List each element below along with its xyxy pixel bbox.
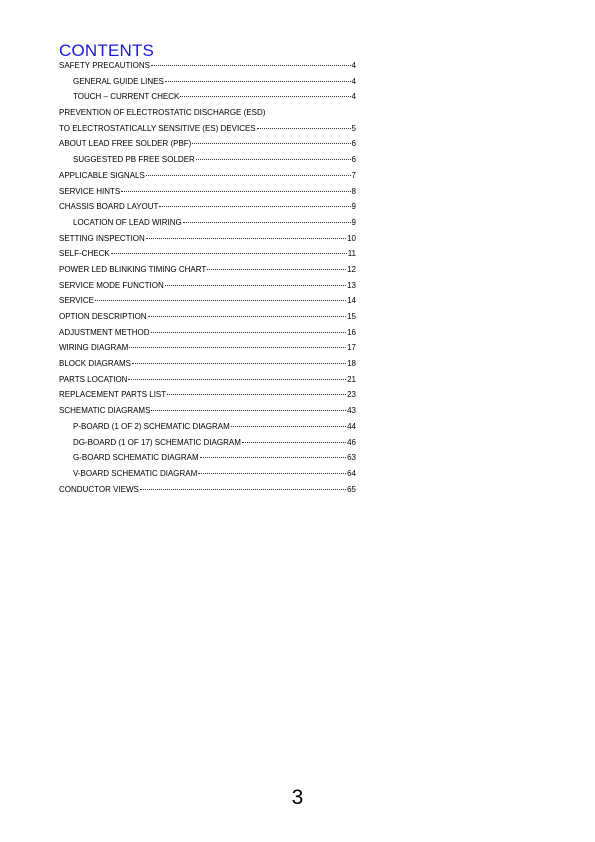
- toc-entry[interactable]: [59, 215, 356, 231]
- dot-leader: [129, 347, 346, 348]
- dot-leader: [140, 489, 346, 490]
- toc-entry-page: 10: [347, 233, 356, 243]
- table-of-contents: [59, 58, 356, 497]
- toc-entry-label: DG-BOARD (1 OF 17) SCHEMATIC DIAGRAM: [73, 437, 241, 447]
- toc-entry-label: PARTS LOCATION: [59, 374, 128, 384]
- dot-leader: [159, 206, 350, 207]
- toc-entry[interactable]: [59, 278, 356, 294]
- toc-entry-page: 9: [351, 217, 356, 227]
- toc-entry-label: CHASSIS BOARD LAYOUT: [59, 202, 159, 212]
- toc-entry[interactable]: [59, 89, 356, 105]
- dot-leader: [167, 394, 346, 395]
- toc-entry-page: 4: [351, 92, 356, 102]
- toc-entry-page: 65: [347, 484, 356, 494]
- toc-entry-page: 23: [347, 390, 356, 400]
- toc-entry-page: 18: [347, 359, 356, 369]
- toc-entry-label: SERVICE MODE FUNCTION: [59, 280, 164, 290]
- page-title: CONTENTS: [59, 41, 155, 60]
- toc-entry-page: 64: [347, 468, 356, 478]
- dot-leader: [111, 253, 347, 254]
- page-number: 3: [291, 786, 304, 809]
- toc-entry-label: SCHEMATIC DIAGRAMS: [59, 406, 151, 416]
- dot-leader: [151, 332, 347, 333]
- toc-entry-label: REPLACEMENT PARTS LIST: [59, 390, 167, 400]
- toc-entry[interactable]: [59, 121, 356, 137]
- dot-leader: [121, 191, 350, 192]
- toc-entry[interactable]: [59, 325, 356, 341]
- dot-leader: [200, 457, 346, 458]
- toc-entry-label: LOCATION OF LEAD WIRING: [73, 217, 182, 227]
- toc-entry-page: 63: [347, 453, 356, 463]
- toc-entry[interactable]: [59, 419, 356, 435]
- toc-entry[interactable]: [59, 340, 356, 356]
- toc-entry[interactable]: [59, 372, 356, 388]
- toc-entry[interactable]: [59, 231, 356, 247]
- toc-entry-page: 4: [351, 76, 356, 86]
- dot-leader: [207, 269, 346, 270]
- dot-leader: [257, 128, 351, 129]
- dot-leader: [146, 175, 351, 176]
- toc-entry-page: 7: [351, 170, 356, 180]
- toc-entry[interactable]: [59, 435, 356, 451]
- dot-leader: [165, 81, 351, 82]
- dot-leader: [231, 426, 346, 427]
- dot-leader: [198, 473, 346, 474]
- toc-entry[interactable]: [59, 105, 356, 121]
- toc-entry[interactable]: [59, 136, 356, 152]
- toc-entry-label: BLOCK DIAGRAMS: [59, 359, 132, 369]
- toc-entry[interactable]: [59, 58, 356, 74]
- toc-entry-label: GENERAL GUIDE LINES: [73, 76, 164, 86]
- toc-entry[interactable]: [59, 262, 356, 278]
- toc-entry-page: 16: [347, 327, 356, 337]
- toc-entry-page: 11: [347, 249, 356, 259]
- toc-entry-label: SERVICE: [59, 296, 94, 306]
- toc-entry-label: SERVICE HINTS: [59, 186, 121, 196]
- dot-leader: [242, 442, 346, 443]
- toc-entry-label: TO ELECTROSTATICALLY SENSITIVE (ES) DEVICES: [59, 123, 256, 133]
- toc-entry[interactable]: [59, 403, 356, 419]
- dot-leader: [151, 65, 351, 66]
- toc-entry[interactable]: [59, 356, 356, 372]
- toc-entry-page: 8: [351, 186, 356, 196]
- dot-leader: [146, 238, 346, 239]
- toc-entry-label: SUGGESTED PB FREE SOLDER: [73, 155, 195, 165]
- dot-leader: [151, 410, 346, 411]
- toc-entry-label: CONDUCTOR VIEWS: [59, 484, 139, 494]
- toc-entry-label: WIRING DIAGRAM: [59, 343, 129, 353]
- toc-entry-page: 6: [351, 155, 356, 165]
- dot-leader: [148, 316, 347, 317]
- toc-entry[interactable]: [59, 482, 356, 498]
- toc-entry-page: 43: [347, 406, 356, 416]
- toc-entry[interactable]: [59, 293, 356, 309]
- toc-entry-page: 12: [347, 264, 356, 274]
- toc-entry-page: 44: [347, 421, 356, 431]
- toc-entry[interactable]: [59, 466, 356, 482]
- dot-leader: [180, 96, 350, 97]
- toc-entry-page: 15: [347, 312, 356, 321]
- toc-entry-page: 13: [347, 280, 356, 290]
- toc-entry-page: 46: [347, 437, 356, 447]
- toc-entry-label: ABOUT LEAD FREE SOLDER (PBF): [59, 139, 192, 149]
- dot-leader: [165, 285, 346, 286]
- toc-entry[interactable]: [59, 450, 356, 466]
- toc-entry-page: 4: [351, 61, 356, 70]
- dot-leader: [183, 222, 351, 223]
- toc-entry[interactable]: [59, 184, 356, 200]
- toc-entry-label: POWER LED BLINKING TIMING CHART: [59, 264, 207, 274]
- toc-entry-label: OPTION DESCRIPTION: [59, 312, 147, 321]
- toc-entry-label: PREVENTION OF ELECTROSTATIC DISCHARGE (ESD): [59, 108, 266, 118]
- toc-entry[interactable]: [59, 387, 356, 403]
- toc-entry-label: SAFETY PRECAUTIONS: [59, 61, 150, 70]
- toc-entry-page: 9: [351, 202, 356, 212]
- dot-leader: [128, 379, 346, 380]
- toc-entry-label: APPLICABLE SIGNALS: [59, 170, 145, 180]
- toc-entry[interactable]: [59, 74, 356, 90]
- toc-entry-label: V-BOARD SCHEMATIC DIAGRAM: [73, 468, 198, 478]
- toc-entry[interactable]: [59, 152, 356, 168]
- toc-entry-label: G-BOARD SCHEMATIC DIAGRAM: [73, 453, 199, 463]
- toc-entry-label: P-BOARD (1 OF 2) SCHEMATIC DIAGRAM: [73, 421, 230, 431]
- toc-entry-label: SELF-CHECK: [59, 249, 110, 259]
- dot-leader: [196, 159, 351, 160]
- dot-leader: [132, 363, 346, 364]
- toc-entry[interactable]: [59, 199, 356, 215]
- toc-entry-page: 21: [347, 374, 356, 384]
- toc-entry[interactable]: [59, 168, 356, 184]
- toc-entry[interactable]: [59, 309, 356, 325]
- toc-entry-label: SETTING INSPECTION: [59, 233, 145, 243]
- dot-leader: [95, 300, 346, 301]
- toc-entry-page: 17: [347, 343, 356, 353]
- toc-entry-page: 5: [351, 123, 356, 133]
- dot-leader: [192, 143, 350, 144]
- toc-entry-label: TOUCH – CURRENT CHECK: [73, 92, 180, 102]
- toc-entry-page: 14: [347, 296, 356, 306]
- toc-entry[interactable]: [59, 246, 356, 262]
- toc-entry-label: ADJUSTMENT METHOD: [59, 327, 150, 337]
- toc-entry-page: 6: [351, 139, 356, 149]
